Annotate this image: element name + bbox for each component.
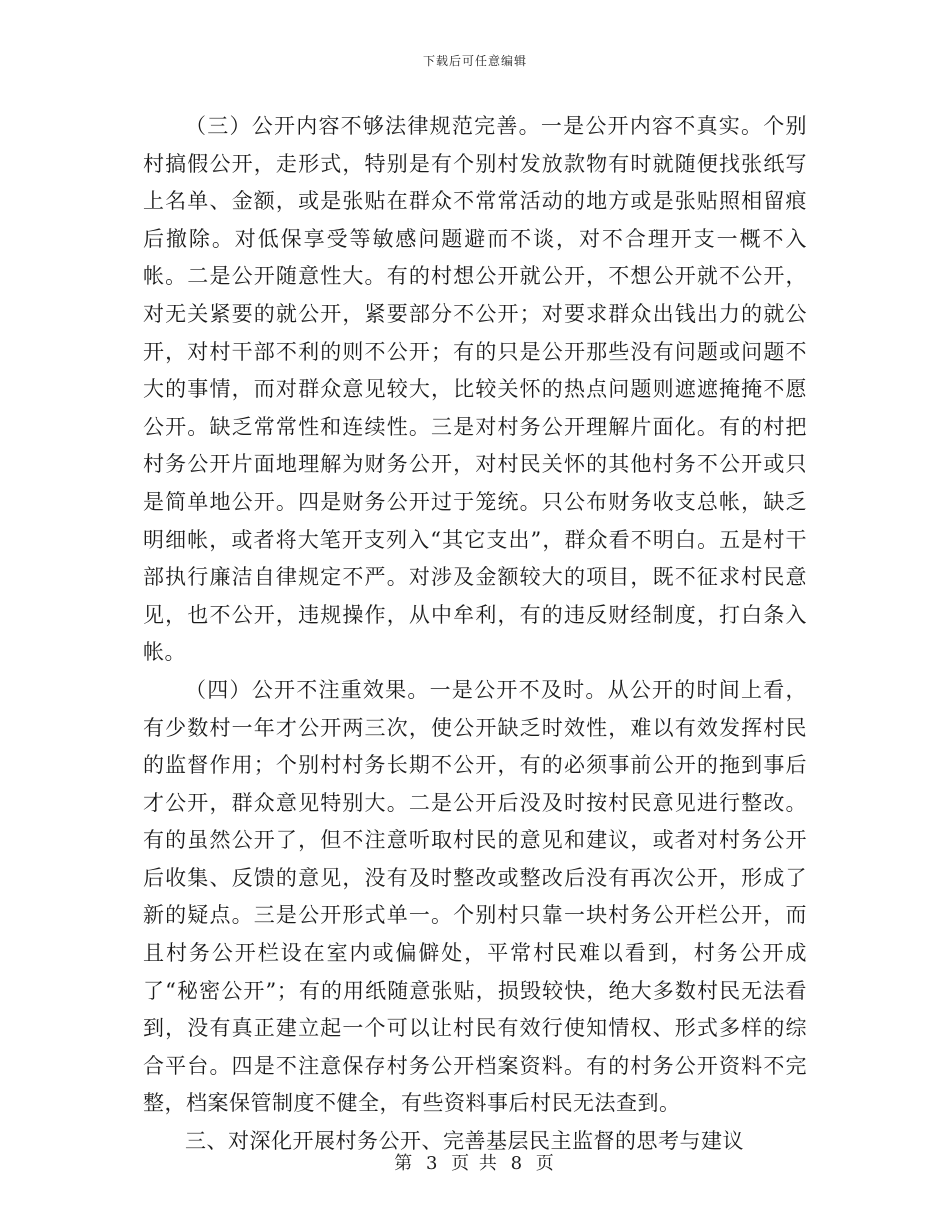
- paragraph-section-4: （四）公开不注重效果。一是公开不及时。从公开的时间上看，有少数村一年才公开两三次，使公开缺乏时效性，难以有效发挥村民的监督作用；个别村村务长期不公开，有的必须事前公开的拖到事后才公开，群众意见特别大。二是公开后没及时按村民意见进行整改。有的虽然公开了，但不注意听取村民的意见和建议，或者对村务公开后收集、反馈的意见，没有及时整改或整改后没有再次公开，形成了新的疑点。三是公开形式单一。个别村只靠一块村务公开栏公开，而且村务公开栏设在室内或偏僻处，平常村民难以看到，村务公开成了“秘密公开”；有的用纸随意张贴，损毁较快，绝大多数村民无法看到，没有真正建立起一个可以让村民有效行使知情权、形式多样的综合平台。四是不注意保存村务公开档案资料。有的村务公开资料不完整，档案保管制度不健全，有些资料事后村民无法查到。: [143, 677, 807, 1116]
- page-current: 3: [425, 1153, 440, 1174]
- document-body: [143, 108, 807, 1161]
- page-total: 8: [510, 1153, 525, 1174]
- footer-prefix: 第: [394, 1153, 415, 1174]
- footer-middle: 页 共: [451, 1153, 499, 1174]
- section-heading-3: 三、对深化开展村务公开、完善基层民主监督的思考与建议: [185, 1129, 744, 1154]
- footer-suffix: 页: [535, 1153, 556, 1174]
- page-header: 下载后可任意编辑: [422, 54, 527, 68]
- paragraph-section-3: （三）公开内容不够法律规范完善。一是公开内容不真实。个别村搞假公开，走形式，特别是有个别村发放款物有时就随便找张纸写上名单、金额，或是张贴在群众不常常活动的地方或是张贴照相留痕后撤除。对低保享受等敏感问题避而不谈，对不合理开支一概不入帐。二是公开随意性大。有的村想公开就公开，不想公开就不公开，对无关紧要的就公开，紧要部分不公开；对要求群众出钱出力的就公开，对村干部不利的则不公开；有的只是公开那些没有问题或问题不大的事情，而对群众意见较大，比较关怀的热点问题则遮遮掩掩不愿公开。缺乏常常性和连续性。三是对村务公开理解片面化。有的村把村务公开片面地理解为财务公开，对村民关怀的其他村务不公开或只是简单地公开。四是财务公开过于笼统。只公布财务收支总帐，缺乏明细帐，或者将大笔开支列入“其它支出”，群众看不明白。五是村干部执行廉洁自律规定不严。对涉及金额较大的项目，既不征求村民意见，也不公开，违规操作，从中牟利，有的违反财经制度，打白条入帐。: [143, 114, 807, 665]
- page-footer: [0, 1149, 950, 1175]
